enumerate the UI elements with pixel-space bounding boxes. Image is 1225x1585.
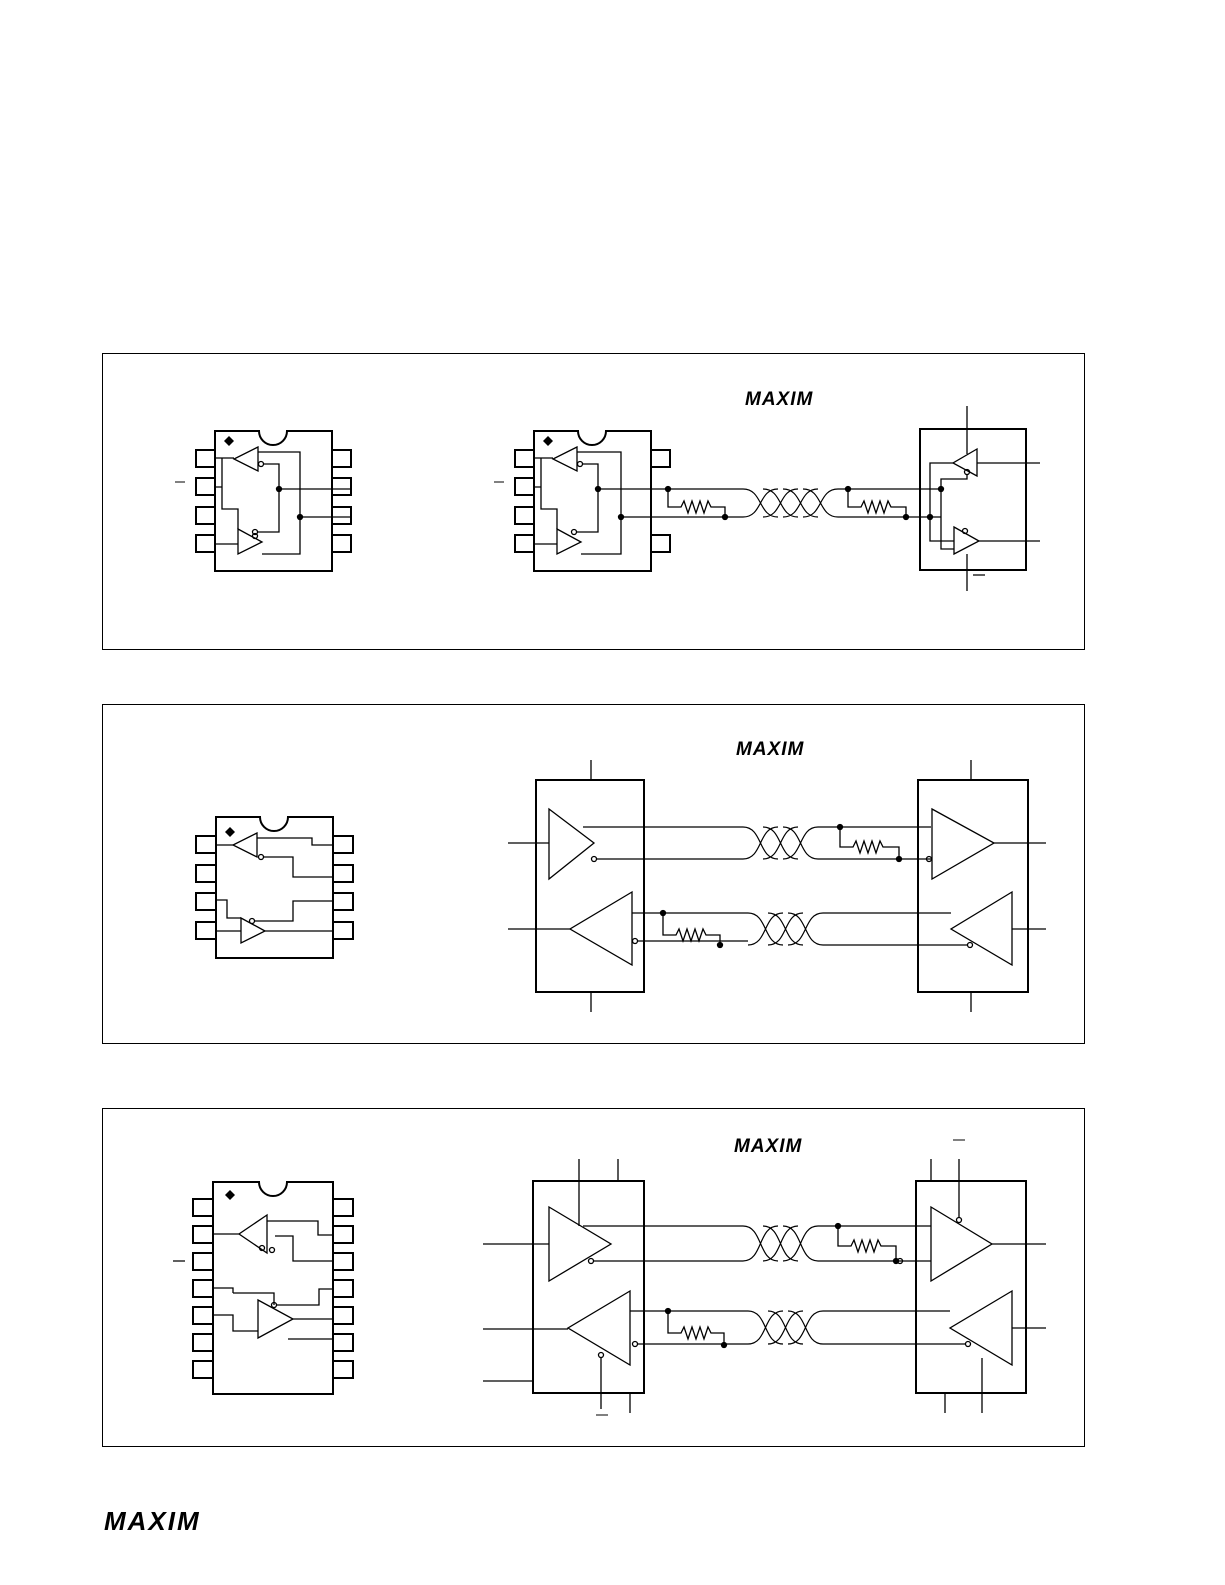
transceiver-left — [483, 1159, 748, 1415]
transceiver-left — [508, 760, 748, 1012]
twisted-pair-cables — [743, 1226, 823, 1344]
maxim-logo-text: MAXIM — [736, 739, 805, 760]
ic-package-14pin — [173, 1182, 353, 1394]
figure-3-schematic — [103, 1109, 1086, 1448]
maxim-logo-text: MAXIM — [745, 389, 814, 410]
maxim-logo-text: MAXIM — [734, 1136, 803, 1157]
figure-1-frame — [102, 353, 1085, 650]
pin1-marker-icon — [225, 827, 235, 837]
figure-2-schematic — [103, 705, 1086, 1045]
ic-package-8pin — [196, 817, 353, 958]
ic-package-8pin-network — [494, 431, 944, 571]
footer-logo-text: MAXIM — [104, 1509, 201, 1533]
pin1-marker-icon — [224, 436, 234, 446]
footer-maxim-logo — [104, 1509, 244, 1533]
ic-package-8pin-left — [175, 431, 351, 571]
maxim-logo — [745, 389, 814, 410]
figure-1-schematic — [103, 354, 1086, 651]
figure-2-frame — [102, 704, 1085, 1044]
figure-3-frame — [102, 1108, 1085, 1447]
maxim-logo — [736, 739, 805, 760]
remote-transceiver — [920, 406, 1040, 591]
pin1-marker-icon — [543, 436, 553, 446]
twisted-pair-cables — [743, 827, 823, 945]
transceiver-right — [818, 1140, 1046, 1413]
maxim-logo — [734, 1136, 803, 1157]
pin1-marker-icon — [225, 1190, 235, 1200]
transceiver-right — [818, 760, 1046, 1012]
